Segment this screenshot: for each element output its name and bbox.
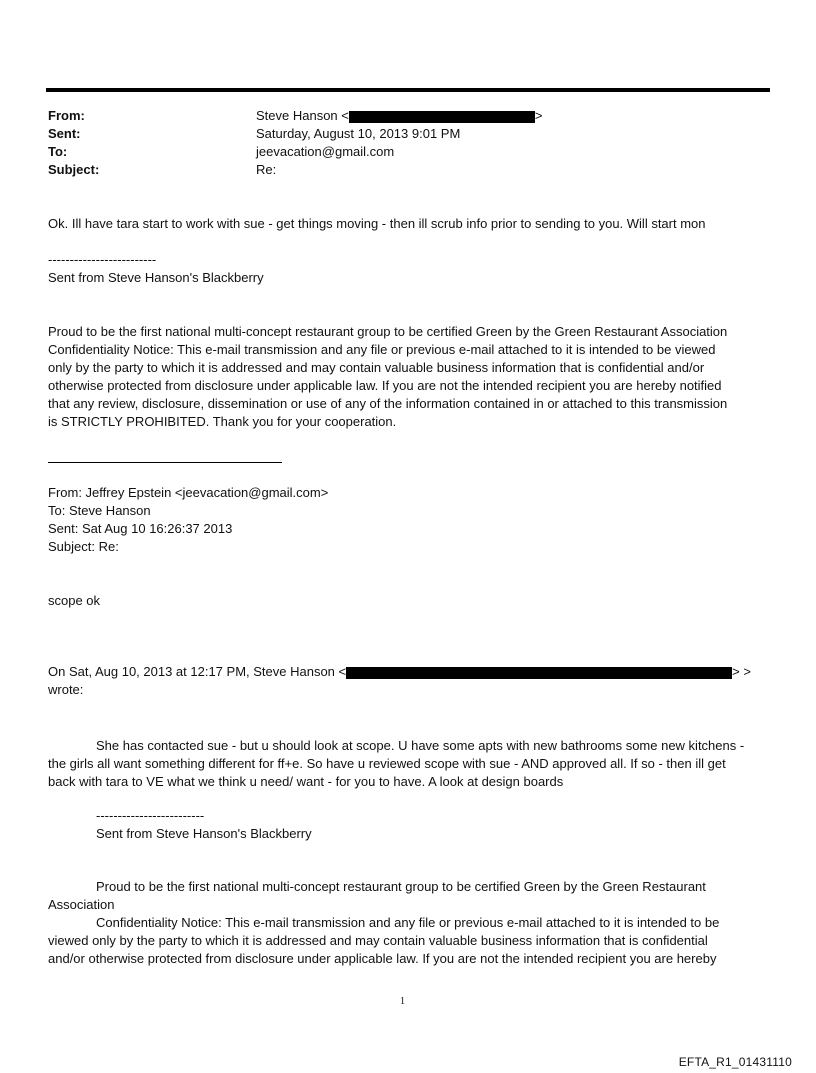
redaction-block	[349, 111, 535, 123]
nested-body-line: back with tara to VE what we think u need/ want - for you to have. A look at design boards	[48, 774, 564, 789]
from-value: Steve Hanson < >	[256, 108, 543, 123]
quoted-header	[48, 484, 768, 556]
header-rule	[46, 88, 770, 92]
sent-value: Saturday, August 10, 2013 9:01 PM	[256, 126, 461, 141]
document-id: EFTA_R1_01431110	[678, 1055, 792, 1069]
disclaimer-line: only by the party to which it is addressed and may contain valuable business information that is confidential and/or	[48, 360, 705, 375]
disclaimer-line: Association	[48, 897, 115, 912]
nested-dashes: -------------------------	[96, 808, 205, 823]
page-number: 1	[400, 996, 405, 1007]
on-wrote-line: On Sat, Aug 10, 2013 at 12:17 PM, Steve Hanson < > > wrote:	[48, 663, 768, 699]
quoted-to: To: Steve Hanson	[48, 503, 151, 518]
nested-body-line: the girls all want something different for ff+e. So have u reviewed scope with sue - AND approved all. If so - then ill get	[48, 756, 726, 771]
quoted-sent: Sent: Sat Aug 10 16:26:37 2013	[48, 521, 233, 536]
quoted-from: From: Jeffrey Epstein <jeevacation@gmail.com>	[48, 485, 329, 500]
disclaimer-line: Confidentiality Notice: This e-mail transmission and any file or previous e-mail attached to it is intended to be	[96, 915, 720, 930]
disclaimer-line: Proud to be the first national multi-concept restaurant group to be certified Green by the Green Restaurant	[96, 879, 706, 894]
sent-label: Sent:	[48, 126, 81, 141]
disclaimer-line: is STRICTLY PROHIBITED. Thank you for your cooperation.	[48, 414, 397, 429]
reply-dashes: -------------------------	[48, 252, 157, 267]
reply-disclaimer	[48, 323, 768, 431]
disclaimer-line: that any review, disclosure, dissemination or use of any of the information contained in or attached to this transmission	[48, 396, 728, 411]
subject-label: Subject:	[48, 162, 100, 177]
reply-body: Ok. Ill have tara start to work with sue - get things moving - then ill scrub info prior to sending to you. Will start mon	[48, 216, 706, 231]
to-label: To:	[48, 144, 68, 159]
wrote-label: wrote:	[48, 682, 84, 697]
disclaimer-line: and/or otherwise protected from disclosure under applicable law. If you are not the intended recipient you are hereby	[48, 951, 717, 966]
nested-body-line: She has contacted sue - but u should look at scope. U have some apts with new bathrooms some new kitchens -	[96, 738, 745, 753]
nested-body	[48, 737, 768, 791]
redaction-block	[346, 667, 732, 679]
from-label: From:	[48, 108, 85, 123]
disclaimer-line: Confidentiality Notice: This e-mail transmission and any file or previous e-mail attached to it is intended to be viewed	[48, 342, 716, 357]
disclaimer-line: Proud to be the first national multi-concept restaurant group to be certified Green by the Green Restaurant Association	[48, 324, 728, 339]
subject-value: Re:	[256, 162, 277, 177]
quoted-body: scope ok	[48, 593, 101, 608]
reply-signature: Sent from Steve Hanson's Blackberry	[48, 270, 264, 285]
nested-signature: Sent from Steve Hanson's Blackberry	[96, 826, 312, 841]
disclaimer-line: viewed only by the party to which it is addressed and may contain valuable business information that is confidential	[48, 933, 708, 948]
quoted-subject: Subject: Re:	[48, 539, 119, 554]
disclaimer-line: otherwise protected from disclosure under applicable law. If you are not the intended recipient you are hereby notified	[48, 378, 722, 393]
nested-disclaimer	[48, 878, 768, 968]
separator-rule	[48, 462, 282, 463]
to-value: jeevacation@gmail.com	[256, 144, 395, 159]
